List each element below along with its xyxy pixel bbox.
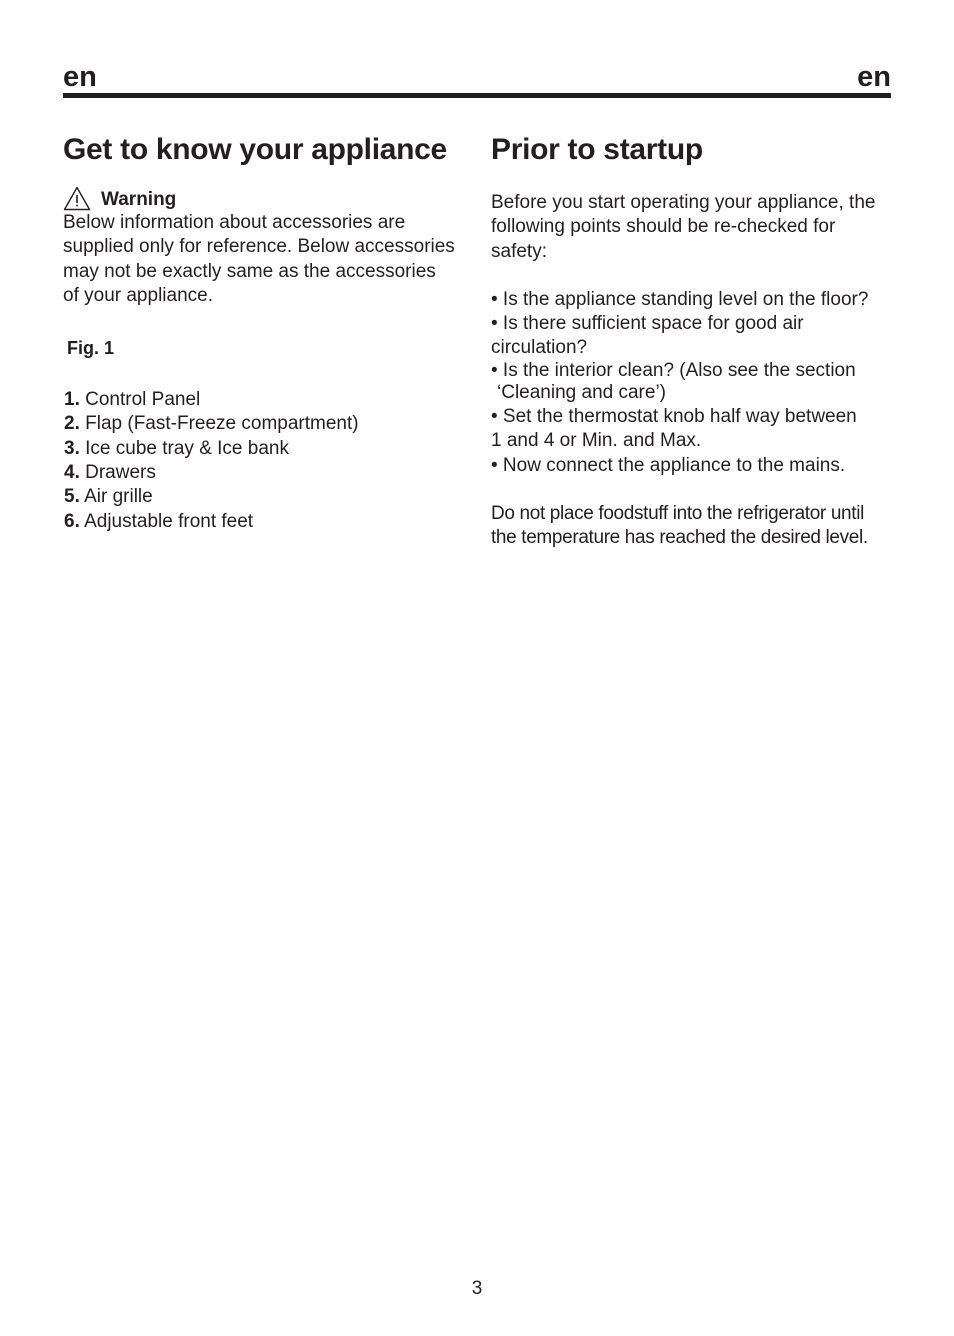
list-item [64, 437, 473, 461]
right-column [491, 131, 896, 551]
warning-line: Below information about accessories are [63, 212, 406, 233]
list-item [64, 485, 473, 509]
checklist-line: 1 and 4 or Min. and Max. [491, 430, 702, 452]
item-text: Adjustable front feet [79, 510, 254, 532]
warning-text [63, 211, 473, 308]
warning-line: may not be exactly same as the accessories [63, 260, 436, 282]
section-title-get-to-know: Get to know your appliance [63, 133, 447, 166]
checklist-line: • Now connect the appliance to the mains. [491, 454, 846, 476]
accessory-list [64, 388, 473, 534]
intro-paragraph [491, 191, 896, 264]
header-rule [63, 93, 891, 98]
page-number: 3 [471, 1278, 483, 1299]
item-number: 3. [64, 437, 80, 459]
intro-line: following points should be re-checked for [491, 216, 836, 238]
item-text: Ice cube tray & Ice bank [79, 437, 289, 459]
section-title-prior-to-startup: Prior to startup [491, 133, 703, 166]
checklist-line: • Is there sufficient space for good air [491, 313, 804, 335]
intro-line: Before you start operating your appliance, the [491, 192, 876, 213]
checklist-line: • Is the interior clean? (Also see the section [491, 359, 856, 381]
list-item [64, 461, 473, 485]
note-line: the temperature has reached the desired level. [491, 527, 868, 549]
warning-line: of your appliance. [63, 284, 213, 306]
note-paragraph [491, 502, 896, 551]
item-number: 6. [64, 510, 80, 532]
checklist-line: • Is the appliance standing level on the floor? [491, 288, 869, 310]
list-item [64, 510, 473, 534]
warning-line: supplied only for reference. Below accessories [63, 236, 455, 258]
warning-triangle-icon [63, 186, 91, 211]
checklist-line: circulation? [491, 337, 588, 359]
language-code-right: en [857, 61, 891, 93]
item-text: Control Panel [79, 389, 201, 411]
item-text: Drawers [79, 462, 156, 484]
item-number: 2. [64, 413, 80, 435]
left-column [63, 131, 473, 534]
language-code-left: en [63, 61, 97, 93]
item-number: 1. [64, 389, 80, 411]
item-number: 5. [64, 486, 80, 508]
warning-label: Warning [101, 189, 177, 210]
checklist-line: • Set the thermostat knob half way between [491, 406, 857, 428]
item-text: Air grille [79, 486, 153, 508]
figure-label: Fig. 1 [67, 338, 115, 359]
item-number: 4. [64, 462, 80, 484]
intro-line: safety: [491, 240, 547, 262]
list-item [64, 388, 473, 412]
checklist [491, 288, 896, 478]
note-line: Do not place foodstuff into the refrigerator until [491, 502, 864, 524]
list-item [64, 412, 473, 436]
checklist-line: ‘Cleaning and care’) [497, 381, 666, 403]
warning-heading [63, 185, 473, 211]
item-text: Flap (Fast-Freeze compartment) [79, 413, 359, 435]
